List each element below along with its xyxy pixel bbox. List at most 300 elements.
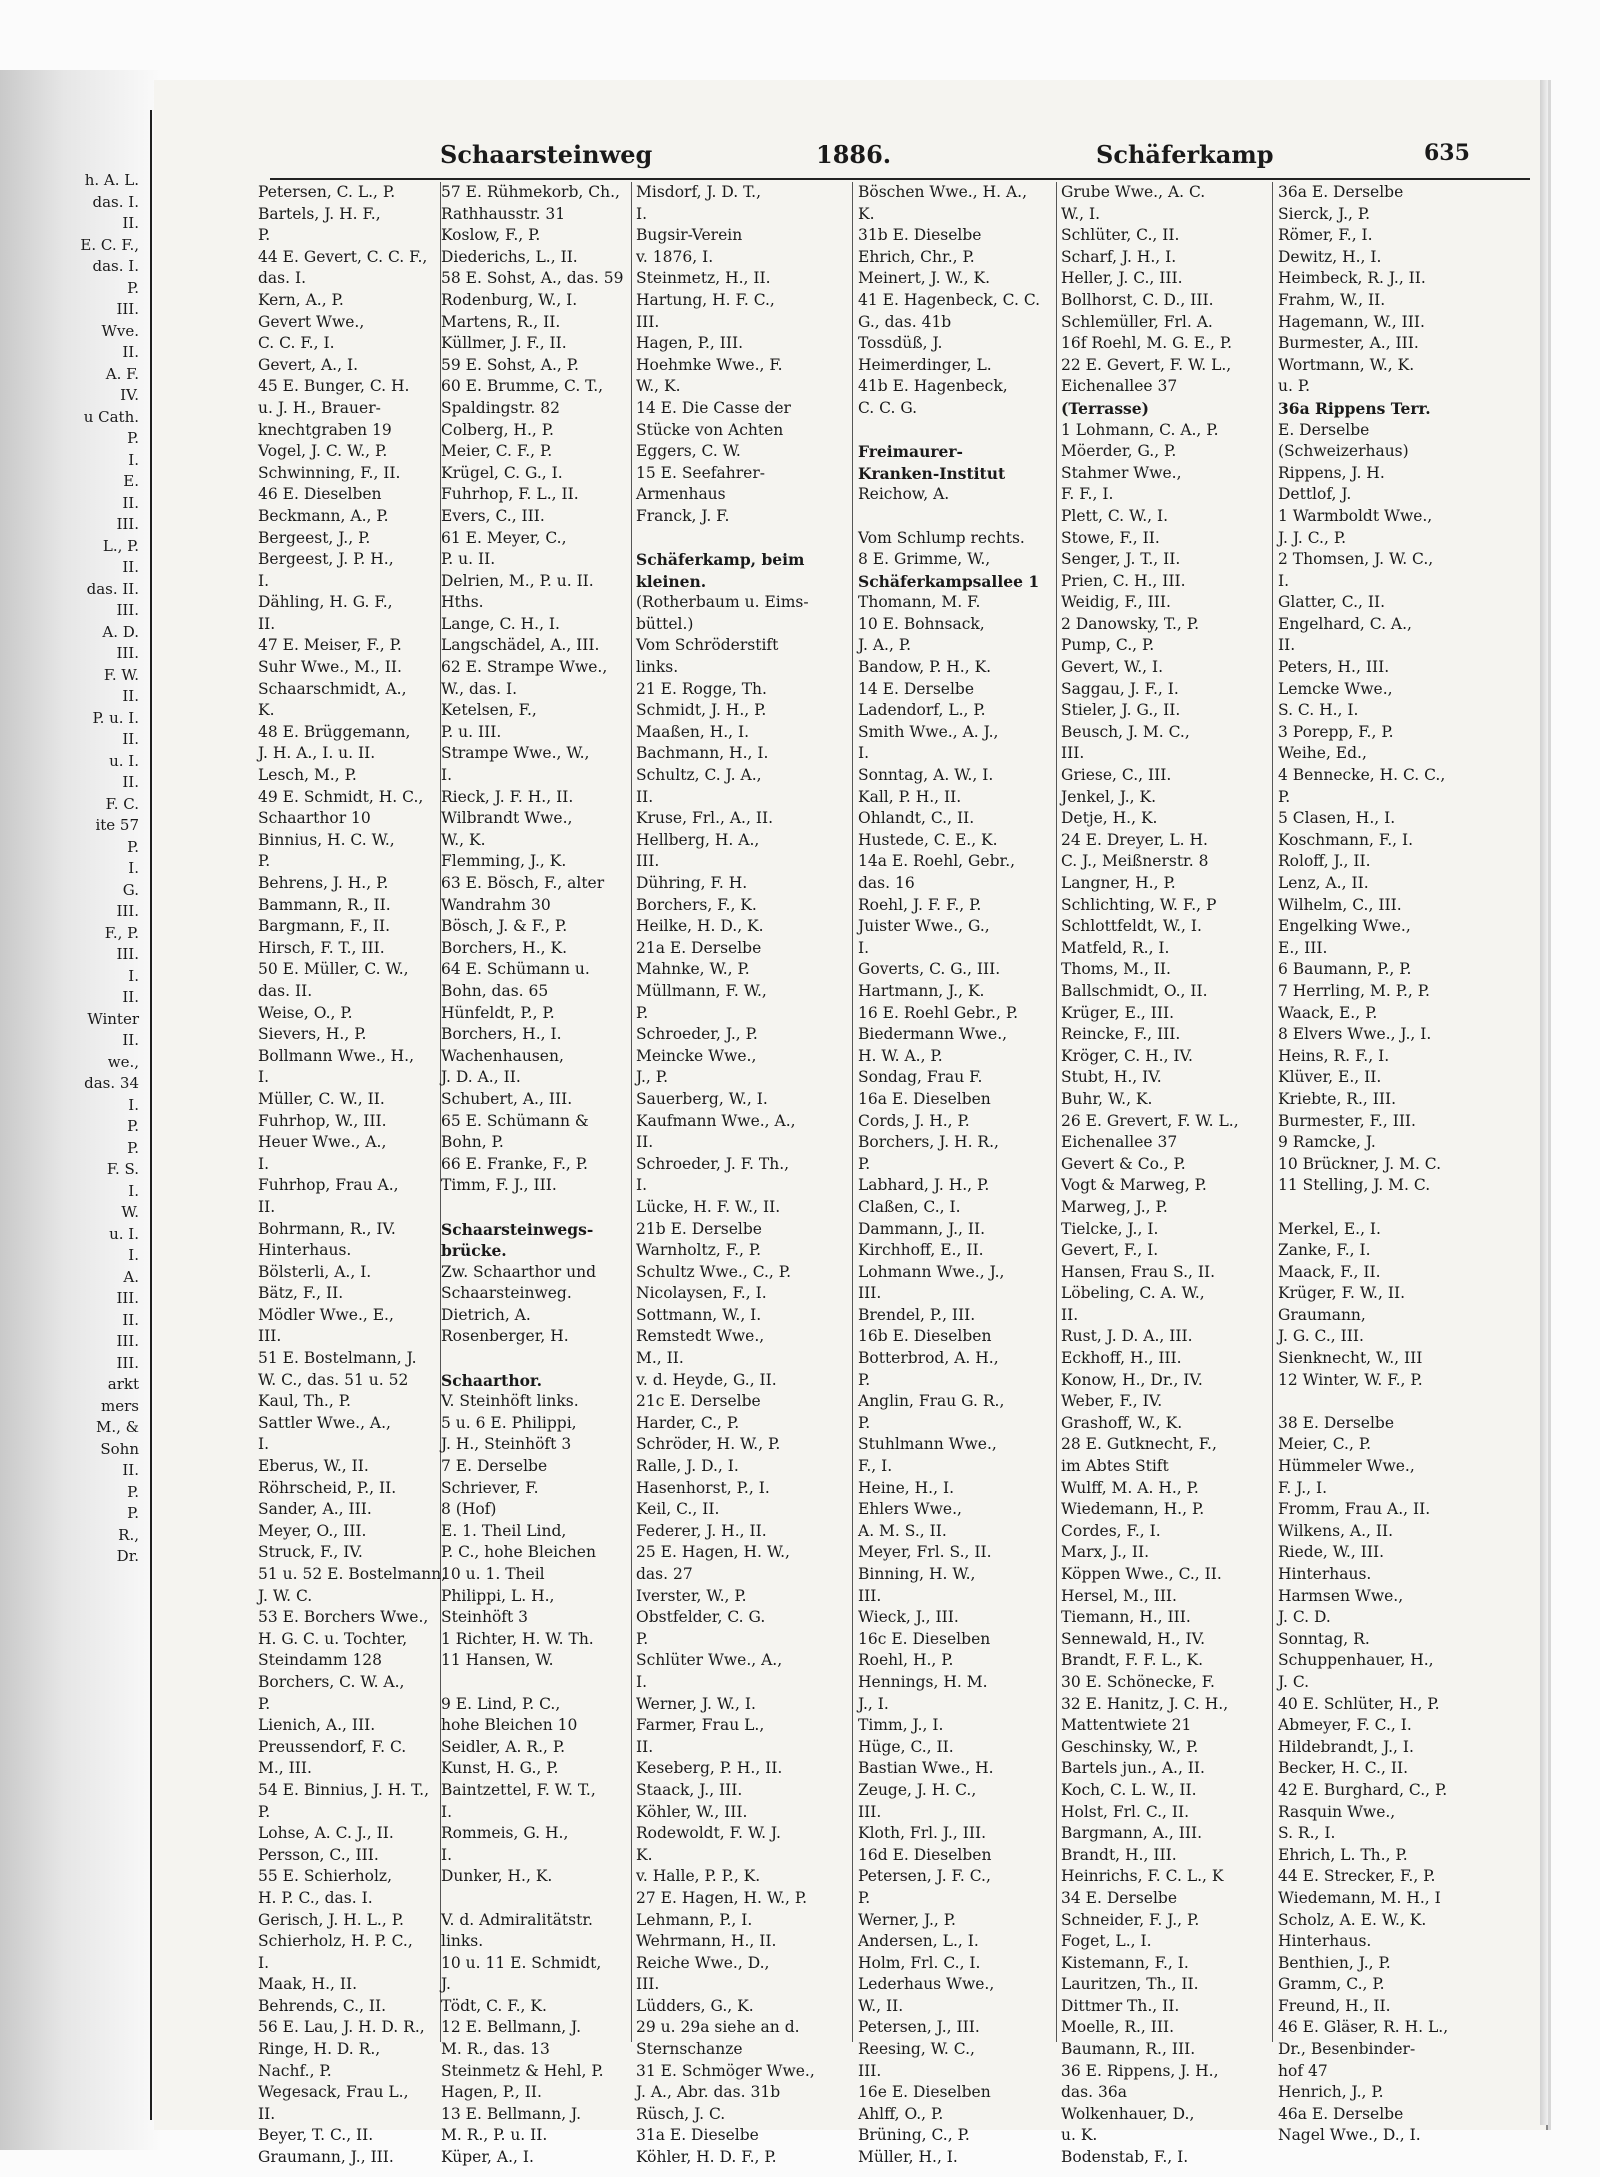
directory-entry: Gevert, A., I. [258, 355, 359, 374]
directory-entry: Langschädel, A., III. [441, 636, 600, 655]
directory-entry: Buhr, W., K. [1061, 1089, 1153, 1108]
directory-entry: Cords, J. H., P. [858, 1111, 970, 1130]
directory-entry: Rommeis, G. H., [441, 1824, 569, 1843]
directory-entry: 49 E. Schmidt, H. C., [258, 787, 424, 806]
directory-entry: Lemcke Wwe., [1278, 679, 1393, 698]
directory-entry: Henrich, J., P. [1278, 2083, 1384, 2102]
directory-entry: v. Halle, P. P., K. [636, 1867, 761, 1886]
directory-entry: Schmidt, J. H., P. [636, 701, 767, 720]
left-fragment-line: P. [127, 278, 139, 297]
directory-entry: A. M. S., II. [858, 1521, 947, 1540]
directory-entry: Sondag, Frau F. [858, 1068, 983, 1087]
directory-entry: V. Steinhöft links. [441, 1392, 579, 1411]
directory-entry: Weber, F., IV. [1061, 1392, 1163, 1411]
directory-entry: Iverster, W., P. [636, 1586, 747, 1605]
directory-entry: Müller, C. W., II. [258, 1089, 385, 1108]
left-fragment-line: M., & [95, 1418, 139, 1436]
directory-entry: 44 E. Strecker, F., P. [1278, 1867, 1436, 1886]
directory-entry: 38 E. Derselbe [1278, 1413, 1395, 1432]
directory-entry: Hasenhorst, P., I. [636, 1478, 770, 1497]
directory-entry: v. 1876, I. [636, 247, 714, 266]
directory-entry: 31a E. Dieselbe [636, 2126, 759, 2145]
directory-entry: Freimaurer- [858, 442, 963, 462]
directory-entry: Wiedemann, M. H., I [1278, 1888, 1441, 1907]
directory-entry: E. Derselbe [1278, 420, 1370, 439]
directory-entry: E. 1. Theil Lind, [441, 1521, 567, 1540]
directory-entry: P. [636, 1003, 649, 1022]
directory-entry: Sievers, H., P. [258, 1025, 367, 1044]
directory-entry: Petersen, C. L., P. [258, 183, 396, 201]
header-rule [270, 178, 1530, 180]
directory-entry: Eichenallee 37 [1061, 377, 1178, 396]
directory-entry: J. D. A., II. [441, 1068, 521, 1087]
directory-entry: Bargmann, F., II. [258, 917, 391, 936]
left-fragment-line: u. I. [109, 1224, 139, 1243]
left-fragment-line: II. [122, 558, 139, 576]
directory-entry: Schäferkampsallee 1 [858, 571, 1040, 591]
left-fragment-line: P. [127, 429, 139, 447]
directory-entry: P. [258, 1694, 271, 1713]
directory-entry: Steinmetz, H., II. [636, 269, 771, 288]
directory-entry: Warnholtz, F., P. [636, 1241, 762, 1260]
directory-entry: Wulff, M. A. H., P. [1061, 1478, 1199, 1497]
directory-entry: H. P. C., das. I. [258, 1888, 373, 1907]
directory-entry: 10 u. 1. Theil [441, 1565, 545, 1583]
directory-entry: Gramm, C., P. [1278, 1975, 1385, 1994]
page-header [154, 140, 1534, 180]
directory-entry: W. C., das. 51 u. 52 [258, 1370, 409, 1389]
left-fragment-line: h. A. L. [84, 171, 139, 189]
directory-entry: 30 E. Schönecke, F. [1061, 1672, 1215, 1691]
directory-entry: 44 E. Gevert, C. C. F., [258, 247, 428, 266]
directory-entry: v. d. Heyde, G., II. [636, 1370, 777, 1389]
directory-entry: III. [1061, 744, 1085, 763]
left-fragment-line: I. [128, 1095, 139, 1114]
directory-entry: Löbeling, C. A. W., [1061, 1284, 1205, 1303]
directory-entry: Abmeyer, F. C., I. [1278, 1716, 1412, 1735]
left-fragment-line: P. [127, 1138, 139, 1157]
directory-entry: Vogel, J. C. W., P. [258, 442, 388, 461]
directory-entry: Juister Wwe., G., [858, 917, 990, 936]
page-edge [1540, 80, 1548, 2125]
directory-entry: das. II. [258, 981, 313, 1000]
directory-entry: Meyer, O., III. [258, 1521, 367, 1540]
left-fragment-line: III. [116, 515, 139, 533]
directory-entry: Benthien, J., P. [1278, 1953, 1391, 1972]
directory-entry: 31 E. Schmöger Wwe., [636, 2061, 815, 2080]
directory-entry: Tiemann, H., III. [1061, 1608, 1191, 1627]
left-fragment-line: II. [122, 773, 139, 791]
directory-entry: Heller, J. C., III. [1061, 269, 1183, 288]
directory-entry: Zanke, F., I. [1278, 1241, 1371, 1260]
directory-entry: Kistemann, F., I. [1061, 1953, 1189, 1972]
directory-entry: Struck, F., IV. [258, 1543, 363, 1562]
directory-entry: P. [636, 1629, 649, 1648]
directory-entry: Rodewoldt, F. W. J. [636, 1824, 781, 1843]
directory-entry: 61 E. Meyer, C., [441, 528, 567, 547]
directory-entry: Waack, E., P. [1278, 1003, 1378, 1022]
directory-entry: Brandt, H., III. [1061, 1845, 1177, 1864]
directory-entry: Hansen, Frau S., II. [1061, 1262, 1216, 1281]
directory-entry: Behrends, C., II. [258, 1996, 387, 2015]
directory-entry: Harder, C., P. [636, 1413, 740, 1432]
directory-entry [1278, 1197, 1463, 1219]
directory-entry: Hennings, H. M. [858, 1672, 988, 1691]
left-fragment-line: das. II. [86, 579, 139, 598]
page-gutter [150, 110, 152, 2120]
directory-entry: Ehlers Wwe., [858, 1500, 962, 1519]
directory-entry: Stuhlmann Wwe., [858, 1435, 997, 1454]
directory-entry: Dammann, J., II. [858, 1219, 986, 1238]
directory-entry: Hüge, C., II. [858, 1737, 954, 1756]
directory-entry: Andersen, L., I. [858, 1932, 979, 1951]
directory-entry: Ringe, H. D. R., [258, 2040, 381, 2059]
directory-entry: Engelking Wwe., [1278, 917, 1411, 936]
directory-entry: F. F., I. [1061, 485, 1114, 504]
directory-entry: Steindamm 128 [258, 1651, 383, 1670]
directory-entry: Delrien, M., P. u. II. [441, 571, 594, 590]
directory-entry: Preussendorf, F. C. [258, 1737, 407, 1756]
directory-entry: I. [636, 204, 648, 223]
directory-entry: kleinen. [636, 571, 707, 591]
directory-entry: 59 E. Sohst, A., P. [441, 355, 579, 374]
directory-entry: Sottmann, W., I. [636, 1305, 762, 1324]
directory-entry: Spaldingstr. 82 [441, 398, 560, 417]
directory-entry: Hinterhaus. [1278, 1565, 1372, 1583]
directory-entry: Schroeder, J. F. Th., [636, 1154, 790, 1173]
directory-entry: (Rotherbaum u. Eims- [636, 593, 809, 612]
directory-entry: Römer, F., I. [1278, 226, 1373, 245]
directory-entry: Bugsir-Verein [636, 226, 743, 245]
left-fragment-line: L., P. [102, 536, 139, 555]
directory-entry: III. [636, 312, 660, 331]
directory-entry: Bohn, das. 65 [441, 981, 549, 1000]
directory-entry: 21b E. Derselbe [636, 1219, 762, 1238]
directory-entry: Glatter, C., II. [1278, 593, 1386, 612]
directory-entry: Graumann, J., III. [258, 2148, 394, 2167]
directory-entry [441, 1197, 621, 1219]
directory-entry: Riede, W., III. [1278, 1543, 1385, 1562]
left-fragment-line: III. [116, 1353, 139, 1372]
column-1 [258, 182, 447, 2167]
directory-entry: Keil, C., II. [636, 1500, 720, 1519]
directory-entry: Bollmann Wwe., H., [258, 1046, 414, 1065]
directory-entry: Prien, C. H., III. [1061, 571, 1186, 590]
left-fragment-line: arkt [107, 1375, 139, 1393]
directory-entry: II. [636, 787, 654, 806]
directory-entry: Bodenstab, F., I. [1061, 2148, 1189, 2167]
directory-entry: 53 E. Borchers Wwe., [258, 1608, 429, 1627]
left-fragment-line: u. I. [109, 751, 139, 770]
directory-entry: Pump, C., P. [1061, 636, 1155, 655]
directory-entry: P. [258, 1802, 271, 1821]
directory-entry: Tielcke, J., I. [1061, 1219, 1159, 1238]
directory-entry: Matfeld, R., I. [1061, 938, 1170, 957]
directory-entry: J. G. C., III. [1278, 1327, 1364, 1346]
left-fragment-line: das. I. [92, 257, 139, 275]
directory-entry: Foget, L., I. [1061, 1932, 1152, 1951]
directory-entry: Baintzettel, F. W. T., [441, 1780, 596, 1799]
directory-entry: J. H. A., I. u. II. [258, 744, 376, 763]
directory-entry: (Schweizerhaus) [1278, 442, 1409, 461]
directory-entry: C. C. G. [858, 398, 918, 417]
directory-entry: Schubert, A., III. [441, 1089, 573, 1108]
left-fragment-line: A. F. [105, 364, 139, 383]
directory-entry: W., K. [441, 830, 486, 849]
directory-entry: Dettlof, J. [1278, 485, 1352, 504]
directory-entry: Hinterhaus. [258, 1241, 352, 1260]
directory-entry: 60 E. Brumme, C. T., [441, 377, 604, 396]
directory-entry: Rust, J. D. A., III. [1061, 1327, 1193, 1346]
directory-entry: 7 E. Derselbe [441, 1457, 548, 1476]
directory-entry: Bölsterli, A., I. [258, 1262, 372, 1281]
directory-entry: 2 Danowsky, T., P. [1061, 614, 1199, 633]
directory-entry: Bergeest, J. P. H., [258, 550, 394, 569]
directory-entry: Dietrich, A. [441, 1305, 531, 1324]
directory-entry: Lücke, H. F. W., II. [636, 1197, 781, 1216]
directory-entry: Roloff, J., II. [1278, 852, 1371, 871]
directory-entry: Meier, C. F., P. [441, 442, 553, 461]
directory-entry: Timm, F. J., III. [441, 1176, 557, 1195]
directory-entry: Jenkel, J., K. [1061, 787, 1157, 806]
directory-entry: Zeuge, J. H. C., [858, 1780, 977, 1799]
left-fragment-line: IV. [120, 386, 139, 404]
directory-entry: J. W. C. [258, 1586, 313, 1605]
directory-entry: J. [441, 1975, 451, 1994]
directory-entry: u. P. [1278, 377, 1311, 396]
directory-entry: Evers, C., III. [441, 506, 545, 525]
directory-entry: Hoehmke Wwe., F. [636, 355, 783, 374]
directory-entry: Hirsch, F. T., III. [258, 938, 385, 957]
directory-entry: Reichow, A. [858, 485, 950, 504]
directory-entry: I. [258, 1435, 270, 1454]
directory-entry: Moelle, R., III. [1061, 2018, 1175, 2037]
directory-entry: Stahmer Wwe., [1061, 463, 1182, 482]
directory-entry: Rathhausstr. 31 [441, 204, 566, 223]
left-fragment-line: P. [127, 1504, 139, 1522]
directory-entry: P. u. II. [441, 550, 496, 569]
directory-entry: 3 Porepp, F., P. [1278, 722, 1394, 741]
directory-entry: Bandow, P. H., K. [858, 658, 992, 677]
left-fragment-line: das. I. [92, 192, 139, 211]
directory-entry: H. G. C. u. Tochter, [258, 1629, 408, 1648]
directory-entry: S. C. H., I. [1278, 701, 1359, 720]
directory-entry: Wieck, J., III. [858, 1608, 959, 1627]
directory-entry: Scharf, J. H., I. [1061, 247, 1177, 266]
directory-entry: Krüger, F. W., II. [1278, 1284, 1405, 1303]
directory-entry: Hellberg, H. A., [636, 830, 760, 849]
directory-entry: 51 u. 52 E. Bostelmann, [258, 1565, 447, 1583]
directory-entry: Werner, J., P. [858, 1910, 956, 1929]
directory-entry: 14a E. Roehl, Gebr., [858, 852, 1016, 871]
directory-entry: Scholz, A. E. W., K. [1278, 1910, 1427, 1929]
directory-entry: Stücke von Achten [636, 420, 784, 439]
directory-entry: Bollhorst, C. D., III. [1061, 290, 1214, 309]
directory-entry: Lauritzen, Th., II. [1061, 1975, 1199, 1994]
directory-entry: Ahlff, O., P. [858, 2104, 944, 2123]
directory-entry: Stubt, H., IV. [1061, 1068, 1162, 1087]
directory-entry: F., I. [858, 1457, 893, 1476]
left-fragment-line: III. [116, 945, 139, 963]
directory-entry: Reesing, W. C., [858, 2040, 975, 2059]
directory-entry: Nagel Wwe., D., I. [1278, 2126, 1421, 2145]
left-fragment-line: P. u. I. [92, 708, 139, 727]
directory-entry: Ehrich, Chr., P. [858, 247, 975, 266]
directory-entry: Krügel, C. G., I. [441, 463, 563, 482]
directory-entry: Sander, A., III. [258, 1500, 372, 1519]
directory-entry: Holst, Frl. C., II. [1061, 1802, 1190, 1821]
directory-entry: Tödt, C. F., K. [441, 1996, 547, 2015]
directory-entry: Hustede, C. E., K. [858, 830, 998, 849]
directory-entry: 41 E. Hagenbeck, C. C. [858, 290, 1041, 309]
directory-entry: V. d. Admiralitätstr. [441, 1910, 593, 1929]
directory-entry: Persson, C., III. [258, 1845, 379, 1864]
left-fragment-line: Dr. [116, 1547, 139, 1565]
directory-entry: Bastian Wwe., H. [858, 1759, 994, 1778]
directory-entry: 12 Winter, W. F., P. [1278, 1370, 1423, 1389]
directory-entry: Hildebrandt, J., I. [1278, 1737, 1414, 1756]
directory-entry: II. [1061, 1305, 1079, 1324]
directory-entry: Meyer, Frl. S., II. [858, 1543, 992, 1562]
directory-entry: I. [858, 938, 870, 957]
left-fragment-line: II. [122, 493, 139, 512]
directory-entry: Werner, J. W., I. [636, 1694, 756, 1713]
directory-entry: Seidler, A. R., P. [441, 1737, 566, 1756]
directory-entry: Wilkens, A., II. [1278, 1521, 1394, 1540]
directory-entry: Merkel, E., I. [1278, 1219, 1381, 1238]
directory-entry: Beusch, J. M. C., [1061, 722, 1190, 741]
directory-entry: I. [1278, 571, 1290, 590]
directory-entry: Nicolaysen, F., I. [636, 1284, 767, 1303]
directory-entry: Mattentwiete 21 [1061, 1716, 1192, 1735]
directory-entry: 58 E. Sohst, A., das. 59 [441, 269, 624, 288]
directory-entry: Stowe, F., II. [1061, 528, 1160, 547]
directory-entry: Wilbrandt Wwe., [441, 809, 573, 828]
directory-entry: 8 Elvers Wwe., J., I. [1278, 1025, 1432, 1044]
directory-entry: K. [258, 701, 275, 720]
directory-entry: 36 E. Rippens, J. H., [1061, 2061, 1219, 2080]
directory-columns [258, 182, 1538, 2167]
page-number: 635 [1424, 140, 1470, 166]
directory-entry: W., das. I. [441, 679, 518, 698]
directory-entry: P. [858, 1888, 871, 1907]
directory-entry: Reincke, F., III. [1061, 1025, 1181, 1044]
running-head-year: 1886. [816, 140, 892, 169]
directory-entry: 54 E. Binnius, J. H. T., [258, 1780, 430, 1799]
directory-entry: links. [636, 658, 679, 677]
directory-entry: 9 E. Lind, P. C., [441, 1694, 561, 1713]
directory-entry: Ehrich, L. Th., P. [1278, 1845, 1408, 1864]
directory-entry: Smith Wwe., A. J., [858, 722, 999, 741]
directory-entry: H. W. A., P. [858, 1046, 943, 1065]
directory-entry: 66 E. Franke, F., P. [441, 1154, 588, 1173]
directory-entry: 36a Rippens Terr. [1278, 398, 1431, 418]
directory-entry: knechtgraben 19 [258, 420, 392, 439]
directory-entry: Köhler, H. D. F., P. [636, 2148, 777, 2167]
left-fragment-line: F., P. [104, 923, 139, 942]
directory-entry: Claßen, C., I. [858, 1197, 961, 1216]
directory-entry: Brüning, C., P. [858, 2126, 970, 2145]
directory-entry: M., III. [258, 1759, 312, 1778]
directory-entry: Roehl, H., P. [858, 1651, 954, 1670]
directory-entry: Rüsch, J. C. [636, 2104, 726, 2123]
directory-entry: I. [441, 766, 453, 785]
directory-entry: Dr., Besenbinder- [1278, 2040, 1416, 2059]
column-6 [1278, 182, 1463, 2145]
directory-entry: Obstfelder, C. G. [636, 1608, 766, 1627]
directory-entry: C. C. F., I. [258, 334, 335, 353]
directory-entry: Borchers, H., K. [441, 938, 567, 957]
directory-entry: Petersen, J., III. [858, 2018, 980, 2037]
directory-entry: Hinterhaus. [1278, 1932, 1372, 1951]
directory-entry: Kröger, C. H., IV. [1061, 1046, 1193, 1065]
directory-entry: II. [258, 614, 276, 633]
directory-entry: Kaufmann Wwe., A., [636, 1111, 796, 1130]
directory-entry: 57 E. Rühmekorb, Ch., [441, 183, 620, 201]
directory-entry: Vom Schlump rechts. [858, 528, 1025, 547]
directory-entry: Schierholz, H. P. C., [258, 1932, 413, 1951]
directory-entry: brücke. [441, 1241, 507, 1261]
directory-entry: Kaul, Th., P. [258, 1392, 351, 1411]
directory-entry: Graumann, [1278, 1305, 1366, 1324]
directory-entry: Maack, F., II. [1278, 1262, 1381, 1281]
directory-entry: Kranken-Institut [858, 463, 1006, 483]
directory-entry: 10 u. 11 E. Schmidt, [441, 1953, 602, 1972]
directory-entry: Grashoff, W., K. [1061, 1413, 1183, 1432]
directory-entry: Mahnke, W., P. [636, 960, 750, 979]
directory-entry: Strampe Wwe., W., [441, 744, 590, 763]
directory-entry: Lenz, A., II. [1278, 874, 1369, 892]
directory-entry: büttel.) [636, 614, 694, 633]
running-head-left: Schaarsteinweg [440, 140, 653, 169]
directory-entry: III. [858, 1802, 882, 1821]
directory-entry: Köhler, W., III. [636, 1802, 748, 1821]
directory-entry: 40 E. Schlüter, H., P. [1278, 1694, 1440, 1713]
directory-entry: Wilhelm, C., III. [1278, 895, 1402, 914]
directory-entry: Gevert, W., I. [1061, 658, 1164, 677]
directory-entry: Ralle, J. D., I. [636, 1457, 739, 1476]
directory-entry: Borchers, H., I. [441, 1025, 562, 1044]
directory-entry: 5 u. 6 E. Philippi, [441, 1413, 577, 1432]
directory-entry: Schaarthor 10 [258, 809, 371, 828]
directory-entry: Dühring, F. H. [636, 874, 748, 892]
directory-entry: Heilke, H. D., K. [636, 917, 764, 936]
directory-entry: Kall, P. H., II. [858, 787, 962, 806]
directory-entry: Griese, C., III. [1061, 766, 1172, 785]
directory-entry: das. 27 [636, 1565, 693, 1583]
directory-entry: 16c E. Dieselben [858, 1629, 991, 1648]
directory-entry: Schäferkamp, beim [636, 550, 805, 570]
directory-entry: Ladendorf, L., P. [858, 701, 986, 720]
directory-entry: Hagen, P., II. [441, 2083, 542, 2102]
directory-entry: 6 Baumann, P., P. [1278, 960, 1412, 979]
directory-entry: Bergeest, J., P. [258, 528, 371, 547]
directory-entry: W., II. [858, 1996, 904, 2015]
directory-entry: links. [441, 1932, 484, 1951]
left-fragment-line: III. [116, 902, 139, 920]
directory-entry: Kern, A., P. [258, 290, 344, 309]
directory-entry: Schlottfeldt, W., I. [1061, 917, 1202, 936]
left-fragment-line: III. [116, 644, 139, 662]
directory-entry: 4 Bennecke, H. C. C., [1278, 766, 1446, 785]
directory-entry: Gevert, F., I. [1061, 1241, 1159, 1260]
directory-entry: F. J., I. [1278, 1478, 1328, 1497]
directory-entry: 31b E. Dieselbe [858, 226, 982, 245]
directory-entry: Ketelsen, F., [441, 701, 537, 720]
directory-entry: Rieck, J. F. H., II. [441, 787, 574, 806]
left-fragment-line: III. [116, 601, 139, 619]
directory-entry: Bätz, F., II. [258, 1284, 344, 1303]
